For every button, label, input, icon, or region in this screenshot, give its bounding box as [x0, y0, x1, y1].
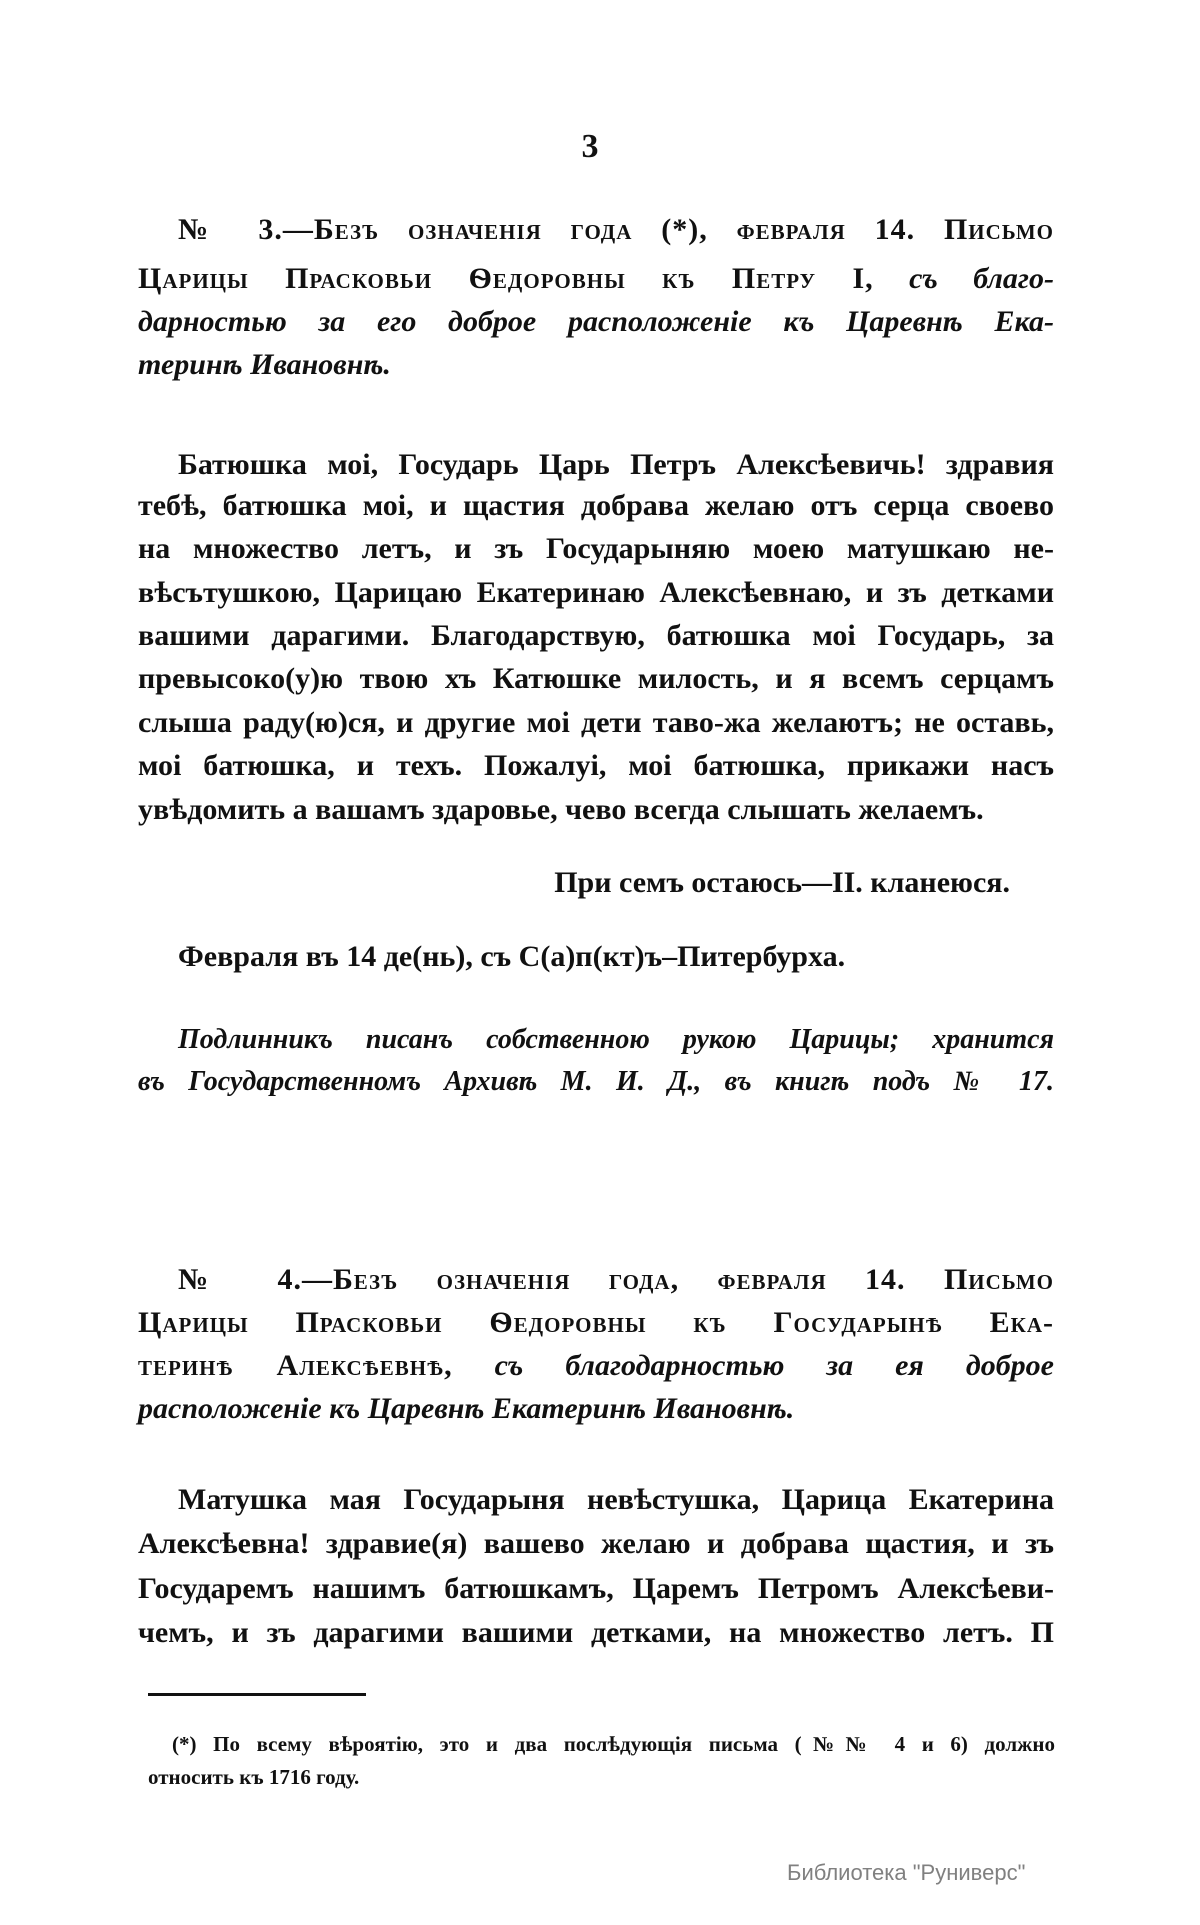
- letter3-closing: При семъ остаюсь—II. кланеюся.: [554, 866, 1010, 899]
- library-watermark: Библиотека "Руниверс": [787, 1860, 1026, 1885]
- letter3-body-line: слыша раду(ю)ся, и другие моі дети таво-жа желаютъ; не оставь,: [138, 706, 1054, 739]
- letter4-body-line: чемъ, и зъ дарагими вашими детками, на множество летъ. П: [138, 1616, 1054, 1649]
- letter4-body-line: Матушка мая Государыня невѣстушка, Царица Екатерина: [178, 1483, 1054, 1516]
- heading-italic: съ благо-: [909, 262, 1054, 295]
- letter3-body-line: вашими дарагими. Благодарствую, батюшка моі Государь, за: [138, 619, 1054, 652]
- letter3-body-line: увѣдомить а вашамъ здаровье, чево всегда слышать желаемъ.: [138, 793, 984, 826]
- letter3-archive-note: въ Государственномъ Архивѣ М. И. Д., въ книгѣ подъ № 17.: [138, 1066, 1054, 1097]
- letter3-heading-line: теринѣ Ивановнѣ.: [138, 348, 391, 381]
- letter4-heading-line: Царицы Прасковьи Ѳедоровны къ Государынѣ Ека-: [138, 1306, 1054, 1339]
- heading-caps: Царицы Прасковьи Ѳедоровны къ Петру I,: [138, 262, 874, 295]
- letter3-body-line: тебѣ, батюшка моі, и щастия добрава желаю отъ серца своево: [138, 489, 1054, 522]
- heading-caps: теринѣ Алексѣевнѣ,: [138, 1349, 453, 1382]
- letter3-heading-line: дарностью за его доброе расположеніе къ Царевнѣ Ека-: [138, 305, 1054, 338]
- page-number: 3: [581, 128, 599, 165]
- letter3-archive-note: Подлинникъ писанъ собственною рукою Царицы; хранится: [178, 1024, 1054, 1055]
- letter3-body-line: превысоко(у)ю твою хъ Катюшке милость, и я всемъ серцамъ: [138, 662, 1054, 695]
- letter4-heading-line: № 4.—Безъ означенія года, февраля 14. Письмо: [178, 1263, 1054, 1296]
- letter3-body-line: на множество летъ, и зъ Государыняю моею матушкаю не-: [138, 532, 1054, 565]
- heading-italic: съ благодарностью за ея доброе: [494, 1349, 1054, 1382]
- footnote-line: (*) По всему вѣроятію, это и два послѣдующія письма (№№ 4 и 6) должно: [172, 1732, 1055, 1756]
- letter4-body-line: Государемъ нашимъ батюшкамъ, Царемъ Петромъ Алексѣеви-: [138, 1572, 1054, 1605]
- letter4-body-line: Алексѣевна! здравие(я) вашево желаю и добрава щастия, и зъ: [138, 1527, 1054, 1560]
- letter3-heading-line: № 3.—Безъ означенія года (*), февраля 14. Письмо: [178, 213, 1054, 246]
- letter3-body-line: моі батюшка, и техъ. Пожалуі, моі батюшка, прикажи насъ: [138, 749, 1054, 782]
- letter3-body-line: Батюшка моі, Государь Царь Петръ Алексѣевичь! здравия: [178, 448, 1054, 481]
- letter3-body-line: вѣсътушкою, Царицаю Екатеринаю Алексѣевнаю, и зъ детками: [138, 576, 1054, 609]
- letter4-heading-line: [138, 1344, 1054, 1388]
- letter4-heading-line: расположеніе къ Царевнѣ Екатеринѣ Ивановнѣ.: [138, 1392, 795, 1425]
- footnote-divider: [148, 1693, 366, 1696]
- footnote-line: относить къ 1716 году.: [148, 1765, 360, 1789]
- letter3-date: Февраля въ 14 де(нь), съ С(а)п(кт)ъ–Питербурха.: [178, 940, 846, 973]
- letter3-heading-line: [138, 257, 1054, 301]
